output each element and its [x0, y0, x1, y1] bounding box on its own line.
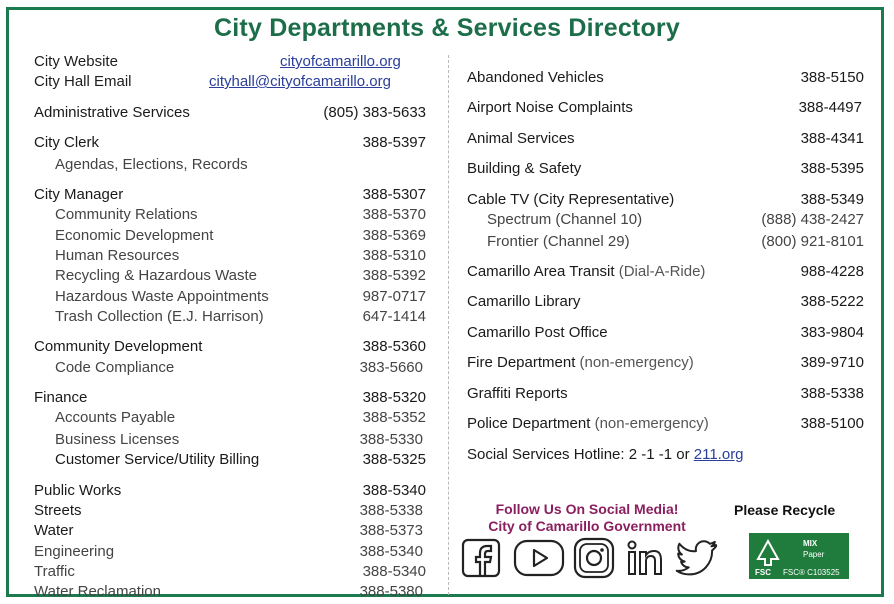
entry-fire: [467, 354, 694, 371]
entry-airport-noise: Airport Noise Complaints: [467, 99, 633, 116]
phone-police: 388-5100: [800, 415, 864, 432]
social-line-2: City of Camarillo Government: [488, 518, 686, 534]
phone-finance: 388-5320: [362, 389, 426, 406]
website-link[interactable]: cityofcamarillo.org: [280, 53, 401, 70]
fsc-logo: [749, 533, 849, 579]
facebook-icon[interactable]: [461, 536, 501, 580]
entry-administrative-services: Administrative Services: [34, 104, 190, 121]
entry-hazardous-waste: Hazardous Waste Appointments: [55, 288, 269, 305]
phone-cable-tv: 388-5349: [800, 191, 864, 208]
phone-customer-service: 388-5325: [362, 451, 426, 468]
phone-graffiti: 388-5338: [800, 385, 864, 402]
entry-transit-note: (Dial-A-Ride): [618, 263, 706, 280]
entry-recycling: Recycling & Hazardous Waste: [55, 267, 258, 284]
fsc-mix: MIX: [803, 539, 818, 548]
entry-trash-collection: Trash Collection (E.J. Harrison): [55, 308, 264, 325]
entry-library: Camarillo Library: [467, 293, 581, 310]
hotline-text: Social Services Hotline: 2 -1 -1 or: [467, 446, 690, 463]
phone-city-manager: 388-5307: [362, 186, 426, 203]
entry-water: Water: [34, 522, 74, 539]
entry-transit: [467, 263, 705, 280]
phone-post-office: 383-9804: [800, 324, 864, 341]
phone-human-resources: 388-5310: [362, 247, 426, 264]
phone-transit: 988-4228: [800, 263, 864, 280]
entry-police: [467, 415, 709, 432]
phone-traffic: 388-5340: [362, 563, 426, 580]
entry-spectrum: Spectrum (Channel 10): [487, 211, 643, 228]
recycle-title: Please Recycle: [734, 502, 836, 518]
website-label: City Website: [34, 53, 118, 70]
phone-economic-development: 388-5369: [362, 227, 426, 244]
phone-water-reclamation: 388-5380: [359, 583, 423, 600]
email-link[interactable]: cityhall@cityofcamarillo.org: [209, 73, 391, 90]
phone-city-clerk: 388-5397: [362, 134, 426, 151]
entry-building-safety: Building & Safety: [467, 160, 582, 177]
phone-abandoned-vehicles: 388-5150: [800, 69, 864, 86]
entry-city-clerk: City Clerk: [34, 134, 100, 151]
phone-hazardous-waste: 987-0717: [362, 288, 426, 305]
entry-cable-tv: Cable TV (City Representative): [467, 191, 675, 208]
linkedin-icon[interactable]: [626, 536, 664, 580]
instagram-icon[interactable]: [573, 536, 615, 580]
entry-frontier: Frontier (Channel 29): [487, 233, 630, 250]
entry-traffic: Traffic: [34, 563, 75, 580]
entry-water-reclamation: Water Reclamation: [34, 583, 161, 600]
phone-business-licenses: 388-5330: [359, 431, 423, 448]
social-line-1: Follow Us On Social Media!: [495, 501, 679, 517]
phone-building-safety: 388-5395: [800, 160, 864, 177]
entry-engineering: Engineering: [34, 543, 115, 560]
entry-agendas: Agendas, Elections, Records: [55, 156, 248, 173]
entry-streets: Streets: [34, 502, 82, 519]
phone-spectrum: (888) 438-2427: [761, 211, 864, 228]
entry-fire-label: Fire Department: [467, 354, 576, 371]
phone-water: 388-5373: [359, 522, 423, 539]
phone-streets: 388-5338: [359, 502, 423, 519]
social-heading: [460, 501, 714, 535]
hotline-link[interactable]: 211.org: [693, 446, 744, 463]
phone-public-works: 388-5340: [362, 482, 426, 499]
fsc-paper: Paper: [803, 550, 825, 559]
phone-code-compliance: 383-5660: [359, 359, 423, 376]
entry-business-licenses: Business Licenses: [55, 431, 180, 448]
entry-code-compliance: Code Compliance: [55, 359, 175, 376]
entry-abandoned-vehicles: Abandoned Vehicles: [467, 69, 604, 86]
entry-police-note: (non-emergency): [594, 415, 709, 432]
entry-police-label: Police Department: [467, 415, 591, 432]
fsc-code: FSC® C103525: [783, 568, 840, 577]
entry-post-office: Camarillo Post Office: [467, 324, 608, 341]
phone-fire: 389-9710: [800, 354, 864, 371]
entry-graffiti: Graffiti Reports: [467, 385, 568, 402]
column-divider: [448, 55, 449, 595]
youtube-icon[interactable]: [513, 536, 565, 580]
entry-public-works: Public Works: [34, 482, 122, 499]
phone-administrative-services: (805) 383-5633: [323, 104, 426, 121]
entry-community-relations: Community Relations: [55, 206, 198, 223]
phone-engineering: 388-5340: [359, 543, 423, 560]
phone-accounts-payable: 388-5352: [362, 409, 426, 426]
entry-city-manager: City Manager: [34, 186, 124, 203]
phone-community-development: 388-5360: [362, 338, 426, 355]
phone-community-relations: 388-5370: [362, 206, 426, 223]
entry-fire-note: (non-emergency): [579, 354, 694, 371]
entry-human-resources: Human Resources: [55, 247, 180, 264]
phone-frontier: (800) 921-8101: [761, 233, 864, 250]
entry-community-development: Community Development: [34, 338, 203, 355]
fsc-left-label: FSC: [755, 568, 771, 577]
page-title: City Departments & Services Directory: [214, 14, 680, 42]
phone-recycling: 388-5392: [362, 267, 426, 284]
entry-customer-service: Customer Service/Utility Billing: [55, 451, 260, 468]
twitter-icon[interactable]: [675, 536, 719, 580]
entry-transit-label: Camarillo Area Transit: [467, 263, 615, 280]
phone-library: 388-5222: [800, 293, 864, 310]
fsc-tree-icon: [755, 539, 781, 567]
email-label: City Hall Email: [34, 73, 132, 90]
phone-trash-collection: 647-1414: [362, 308, 426, 325]
entry-economic-development: Economic Development: [55, 227, 214, 244]
entry-finance: Finance: [34, 389, 88, 406]
entry-animal-services: Animal Services: [467, 130, 575, 147]
phone-airport-noise: 388-4497: [798, 99, 862, 116]
hotline: [467, 446, 744, 463]
phone-animal-services: 388-4341: [800, 130, 864, 147]
entry-accounts-payable: Accounts Payable: [55, 409, 176, 426]
